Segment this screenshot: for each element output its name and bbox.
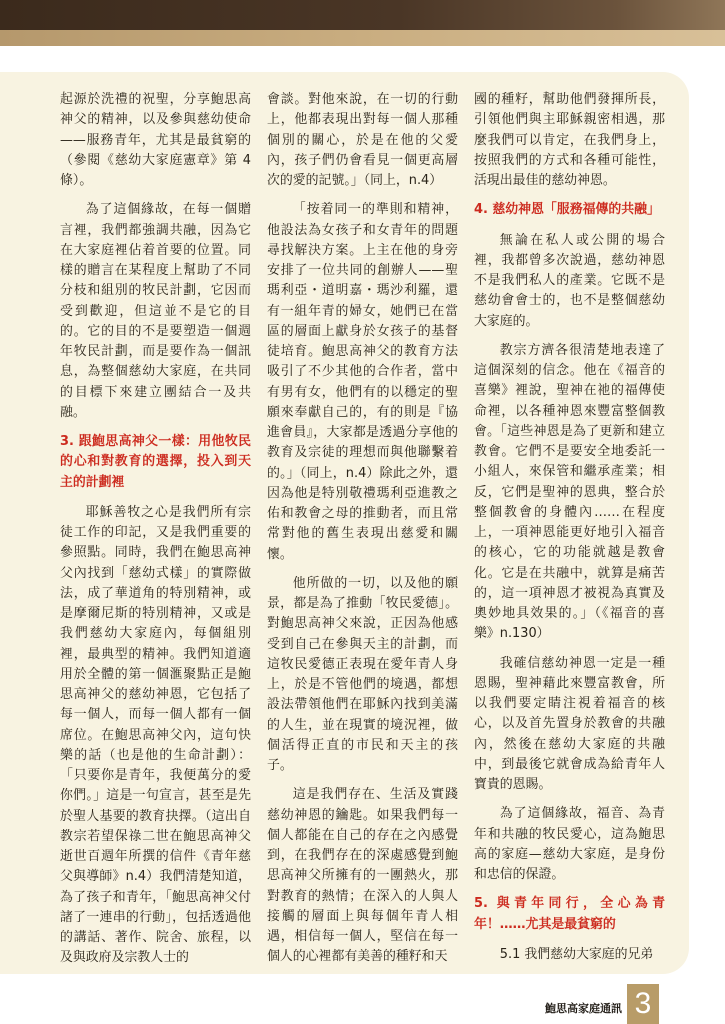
paragraph: 5.1 我們慈幼大家庭的兄弟 — [499, 946, 654, 962]
page-number: 3 — [627, 984, 659, 1024]
header-tan-band — [0, 30, 725, 46]
text-column-2 — [267, 90, 458, 977]
paragraph: 為了這個緣故，福音、為青年和共融的牧民愛心，這為鮑思高的家庭—慈幼大家庭，是身份和忠信的保證。 — [474, 806, 665, 882]
publication-title: 鮑思高家庭通訊 — [545, 1002, 622, 1015]
paragraph: 耶穌善牧之心是我們所有宗徒工作的印記，又是我們重要的參照點。同時，我們在鮑思高神父內找到「慈幼式樣」的實際做法，成了華道角的特別精神，或是摩爾尼斯的特別精神，又或是我們慈幼大家庭內，每個組別裡，最典型的精神。我們知道適用於全體的第一個滙聚點正是鮑思高神父的慈幼神恩，它包括了每一個人，而每一個人都有一個席位。在鮑思高神父內，這句快樂的話（也是他的生命計劃）：「只要你是青年，我便萬分的愛你們。」這是一句宣言，甚至是先於聖人基要的教育抉擇。（這出自教宗若望保祿二世在鮑思高神父逝世百週年所撰的信件《青年慈父與導師》n.4）我們清楚知道，為了孩子和青年，「鮑思高神父付諸了一連串的行動」，包括透過他的講話、著作、院舍、旅程，以及與政府及宗教人士的 — [60, 504, 251, 966]
header-dark-band — [0, 0, 725, 30]
section-heading: 4. 慈幼神恩「服務福傳的共融」 — [474, 202, 660, 218]
paragraph: 起源於洗禮的祝聖，分享鮑思高神父的精神，以及參與慈幼使命——服務青年，尤其是最貧窮的（參閱《慈幼大家庭憲章》第 4 條）。 — [60, 92, 251, 188]
paragraph: 我確信慈幼神恩一定是一種恩賜，聖神藉此來豐富教會，所以我們要定睛注視着福音的核心，以及首先置身於教會的共融內，然後在慈幼大家庭的共融中，到最後它就會成為給青年人寶貴的恩賜。 — [474, 655, 665, 792]
paragraph: 為了這個緣故，在每一個贈言裡，我們都強調共融，因為它在大家庭裡佔着首要的位置。同樣的贈言在某程度上幫助了不同分枝和組別的牧民計劃，它因而受到歡迎，但這並不是它的目的。它的目的不是要塑造一個週年牧民計劃，而是要作為一個訊息，為整個慈幼大家庭，在共同的目標下來建立團結合一及共融。 — [60, 202, 251, 420]
paragraph: 會談。對他來說，在一切的行動上，他都表現出對每一個人那種個別的關心，於是在他的父愛內，孩子們仍會看見一個更高層次的愛的記號。」（同上，n.4） — [267, 92, 458, 188]
paragraph: 教宗方濟各很清楚地表達了這個深刻的信念。他在《福音的喜樂》裡說，聖神在祂的福傳使命裡，以各種神恩來豐富整個教會。「這些神恩是為了更新和建立教會。它們不是要安全地委託一小組人，來保管和繼承產業；相反，它們是聖神的恩典，整合於整個教會的身體內……在程度上，一項神恩能更好地引入福音的核心，它的功能就越是教會化。它是在共融中，就算是痛苦的，這一項神恩才被視為真實及奧妙地具效果的。」（《福音的喜樂》n.130） — [474, 342, 665, 642]
paragraph: 「按着同一的準則和精神，他設法為女孩子和女青年的問題尋找解決方案。上主在他的身旁安排了一位共同的創辦人——聖瑪利亞・道明嘉・瑪沙利羅，還有一組年青的婦女，她們已在當區的層面上獻身於女孩子的基督徒培育。鮑思高神父的教育方法吸引了不少其他的合作者，當中有男有女，他們有的以穩定的聖願來奉獻自己的，有的則是『協進會員』，大家都是透過分享他的教育及宗徒的理想而與他聯繫着的。」（同上，n.4）除此之外，還因為他是特別敬禮瑪利亞進教之佑和教會之母的推動者，而且常常對他的舊生表現出慈愛和關懷。 — [267, 202, 458, 562]
paragraph: 他所做的一切，以及他的願景，都是為了推動「牧民愛德」。對鮑思高神父來說，正因為他感受到自己在參與天主的計劃，而這牧民愛德正表現在愛年青人身上，於是不管他們的境遇，都想設法帶領他們在耶穌內找到美滿的人生，並在現實的境況裡，做個活得正直的市民和天主的孩子。 — [267, 575, 458, 773]
section-heading: 5. 與青年同行，全心為青年！……尤其是最貧窮的 — [474, 896, 665, 932]
text-column-1 — [60, 90, 251, 978]
paragraph: 國的種籽，幫助他們發揮所長，引領他們與主耶穌親密相遇，那麼我們可以肯定，在我們身上，按照我們的方式和各種可能性，活現出最佳的慈幼神恩。 — [474, 92, 665, 188]
paragraph: 這是我們存在、生活及實踐慈幼神恩的鑰匙。如果我們每一個人都能在自己的存在之內感覺到，在我們存在的深處感覺到鮑思高神父所擁有的一團熱火，那對教育的熱情；在深入的人與人接觸的層面上與每個年青人相遇，相信每一個人，堅信在每一個人的心裡都有美善的種籽和天 — [267, 787, 458, 965]
paragraph: 無論在私人或公開的場合裡，我都曾多次說過，慈幼神恩不是我們私人的產業。它既不是慈幼會會士的，也不是整個慈幼大家庭的。 — [474, 232, 665, 329]
section-heading: 3. 跟鮑思高神父一樣：用他牧民的心和對教育的選擇，投入到天主的計劃裡 — [60, 434, 251, 490]
text-column-3 — [474, 90, 665, 974]
